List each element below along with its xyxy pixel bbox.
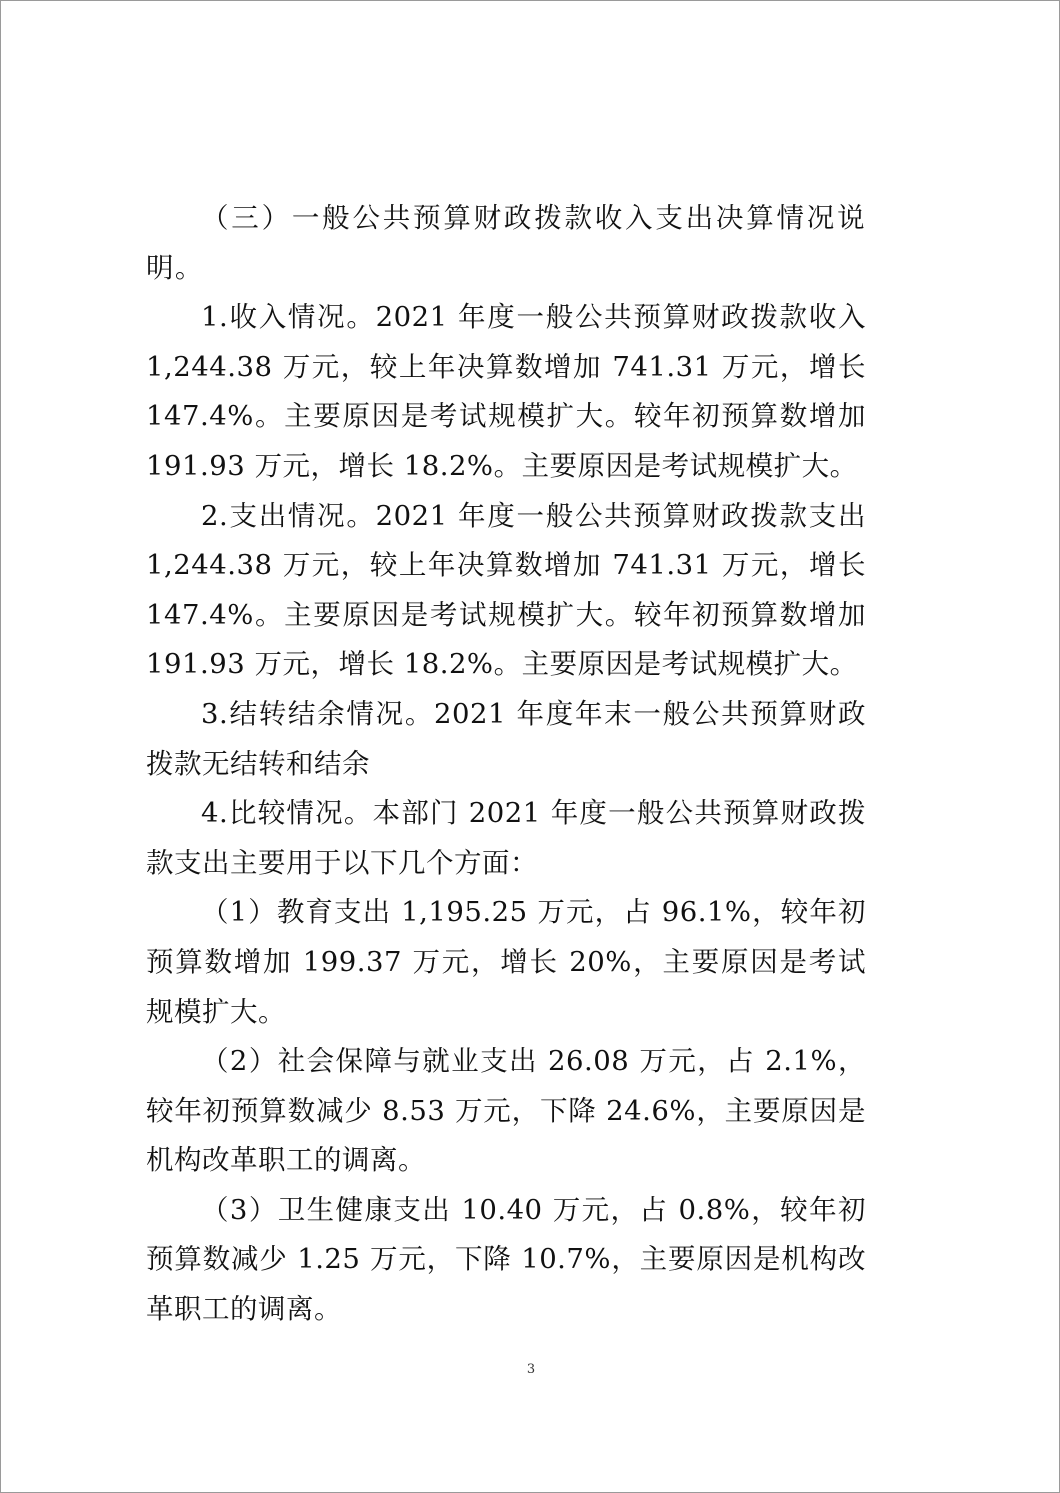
paragraph-comparison: 4.比较情况。本部门 2021 年度一般公共预算财政拨款支出主要用于以下几个方面：: [146, 797, 866, 879]
paragraph-income: 1.收入情况。2021 年度一般公共预算财政拨款收入 1,244.38 万元，较上年决算数增加 741.31 万元，增长 147.4%。主要原因是考试规模扩大。较年初预算数增加 191.93 万元，增长 18.2%。主要原因是考试规模扩大。: [146, 301, 866, 482]
paragraph-social-security: （2）社会保障与就业支出 26.08 万元，占 2.1%，较年初预算数减少 8.53 万元，下降 24.6%，主要原因是机构改革职工的调离。: [146, 1045, 866, 1177]
page-number: 3: [526, 1362, 536, 1377]
paragraph-carryover: 3.结转结余情况。2021 年度年末一般公共预算财政拨款无结转和结余: [146, 697, 866, 780]
paragraph-education: （1）教育支出 1,195.25 万元，占 96.1%，较年初预算数增加 199.37 万元，增长 20%，主要原因是考试规模扩大。: [146, 896, 866, 1028]
paragraph-health: （3）卫生健康支出 10.40 万元，占 0.8%，较年初预算数减少 1.25 万元，下降 10.7%，主要原因是机构改革职工的调离。: [146, 1193, 866, 1326]
document-body: [146, 194, 866, 1335]
section-heading: （三）一般公共预算财政拨款收入支出决算情况说明。: [146, 202, 866, 284]
paragraph-expenditure: 2.支出情况。2021 年度一般公共预算财政拨款支出 1,244.38 万元，较上年决算数增加 741.31 万元，增长 147.4%。主要原因是考试规模扩大。较年初预算数增加 191.93 万元，增长 18.2%。主要原因是考试规模扩大。: [146, 499, 866, 681]
